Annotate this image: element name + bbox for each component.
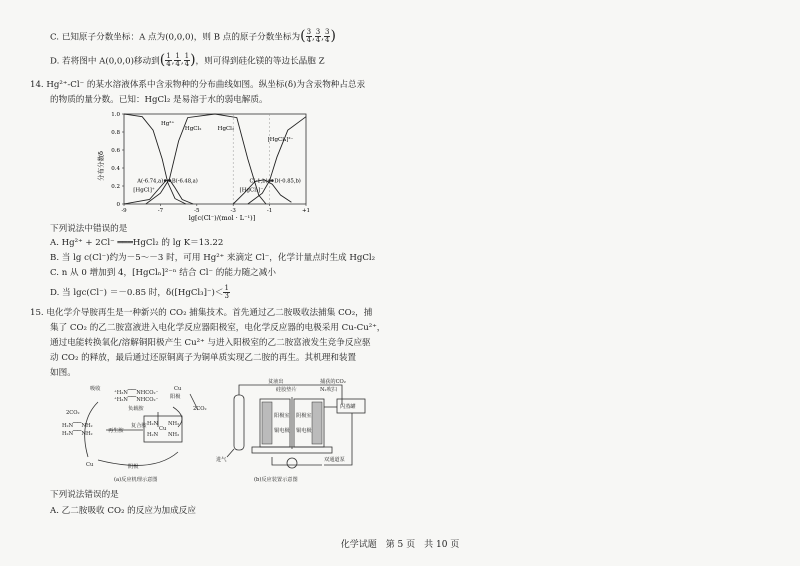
numerator: 1 (166, 52, 171, 61)
cu-electrode-1: 铜电极 (274, 428, 290, 434)
x-tick-label: -7 (157, 208, 164, 214)
q14-option-d (50, 285, 230, 300)
q14-prompt: 下列说法中错误的是 (50, 224, 128, 234)
q14-stem-line2: 的物质的量分数。已知：HgCl₂ 是易溶于水的弱电解质。 (50, 95, 268, 105)
q14-option-a: A. Hg²⁺ + 2Cl⁻ ═══HgCl₂ 的 lg K＝13.22 (50, 238, 224, 248)
x-tick-label: -1 (266, 208, 273, 214)
y-tick-label: 0 (116, 202, 120, 208)
fig-b-caption: (b)反应装置示意图 (254, 477, 298, 483)
x-tick-label: -5 (194, 208, 200, 214)
regen-amine-mol-2: H₂N⁀⁀NH₂ (62, 431, 93, 437)
q13-option-c: C. 已知原子分数坐标：A 点为(0,0,0)，则 B 点的原子分数坐标为( $\frac{3}{4}$ , $\frac{3}{4}$ , $\frac{3}{4}$ ) (50, 28, 336, 45)
q14-option-c: C. n 从 0 增加到 4，[HgClₙ]²⁻ⁿ 结合 Cl⁻ 的能力随之减小 (50, 268, 276, 278)
q15-option-a: A. 乙二胺吸收 CO₂ 的反应为加成反应 (50, 506, 196, 516)
cu-electrode-2: 铜电极 (296, 428, 312, 434)
co2-right: 2CO₂ (193, 406, 207, 412)
q13-option-d: D. 若将图中 A(0,0,0)移动到( $\frac{1}{4}$ , $\frac{1}{4}$ , $\frac{1}{4}$ )，则可得到硅化镁的等边长晶胞 Z (50, 52, 325, 69)
numerator: 1 (184, 52, 190, 61)
curve-label: [HgCl₃]⁻ (239, 187, 264, 194)
x-tick-label: -3 (230, 208, 236, 214)
y-axis-label: 分布分数δ (97, 151, 105, 181)
fraction (165, 53, 171, 68)
data-point (164, 179, 167, 182)
distribution-chart (94, 108, 316, 223)
regen-amine-label: 再生胺 (108, 428, 124, 434)
q14-option-b: B. 当 lg c(Cl⁻)约为－5～－3 时，可用 Hg²⁺ 来滴定 Cl⁻，化学计量点时生成 HgCl₂ (50, 253, 376, 263)
rich-amine-mol-2: ⁺H₃N⁀⁀NHCO₂⁻ (114, 397, 159, 403)
regen-amine-mol-1: H₂N⁀⁀NH₂ (62, 423, 93, 429)
q15-line4: 动 CO₂ 的释放，最后通过还原铜离子为铜单质实现乙二胺的再生。其机理和装置 (50, 353, 357, 363)
denominator: 4 (306, 36, 312, 45)
anode-chamber-label: 阳极室 (274, 413, 290, 419)
x-tick-label: -9 (121, 208, 127, 214)
absorb-label: 吸收 (90, 386, 101, 392)
y-tick-label: 1.0 (111, 112, 120, 118)
denominator: 4 (175, 60, 180, 69)
denominator: 4 (166, 60, 171, 69)
q13-option-d-text-pre: D. 若将图中 A(0,0,0)移动到 (50, 56, 160, 67)
numerator: 1 (175, 52, 180, 61)
cathode-chamber-label: 阴极室 (296, 413, 312, 419)
point-label: D(-0.85,b) (274, 178, 301, 185)
x-tick-label: +1 (301, 208, 311, 214)
flash-tank-label: 闪蒸罐 (340, 404, 356, 410)
complex-amine-label: 复合胺 (131, 423, 147, 429)
numerator: 3 (306, 28, 312, 37)
fig-a-caption: (a)反应机理示意图 (114, 477, 158, 483)
fraction (315, 29, 321, 44)
cu-top: Cu (174, 386, 182, 392)
complex-mol-1: H₂N (147, 421, 159, 427)
complex-mol-4: NH₂ (168, 432, 180, 438)
numerator: 1 (224, 284, 229, 292)
data-point (268, 179, 271, 182)
denominator: 4 (184, 60, 190, 69)
complex-mol-cu: Cu (159, 426, 167, 432)
n2-purge-label: N₂吹扫 (320, 387, 337, 393)
data-point (271, 179, 274, 182)
cu-bottom: Cu (86, 462, 94, 468)
point-label: C(-1,b) (249, 178, 268, 185)
y-tick-label: 0.2 (111, 184, 120, 190)
fraction (174, 53, 180, 68)
data-point (169, 179, 172, 182)
fraction (223, 285, 229, 300)
q15-line1: 15. 电化学介导胺再生是一种新兴的 CO₂ 捕集技术。首先通过乙二胺吸收法捕集 CO₂，捕 (30, 308, 373, 318)
inlet-label: 进气 (216, 457, 227, 463)
q15-line5: 如图。 (50, 368, 76, 378)
q13-option-c-text: C. 已知原子分数坐标：A 点为(0,0,0)，则 B 点的原子分数坐标为 (50, 32, 301, 43)
mechanism-diagram (58, 382, 228, 484)
curve-label: [HgCl]⁺ (133, 187, 155, 194)
y-tick-label: 0.6 (111, 148, 120, 154)
exhaust-label: 贫液出 (268, 379, 284, 385)
denominator: 4 (324, 36, 330, 45)
y-tick-label: 0.4 (111, 166, 120, 172)
point-label: B(-6.48,a) (171, 178, 198, 185)
curve-label: HgCl₂ (184, 126, 202, 133)
page-footer: 化学试题 第 5 页 共 10 页 (340, 540, 460, 550)
q15-line3: 通过电能转换氧化/溶解铜阳极产生 Cu²⁺ 与进入阳极室的乙二胺富液发生竞争反应驱 (50, 338, 371, 348)
complex-mol-2: H₂N (147, 432, 159, 438)
numerator: 3 (324, 28, 330, 37)
q13-option-d-text-post: ，则可得到硅化镁的等边长晶胞 Z (195, 56, 325, 67)
captured-co2-label: 捕获的CO₂ (320, 379, 346, 385)
numerator: 3 (315, 28, 321, 37)
curve-label: Hg²⁺ (160, 120, 175, 127)
gasket-label: 硅胶垫片 (276, 387, 297, 393)
rich-amine-mol-1: ⁺H₃N⁀⁀NHCO₂⁻ (114, 390, 159, 396)
q15-prompt: 下列说法错误的是 (50, 490, 119, 500)
pump-label: 双通道泵 (324, 457, 345, 463)
anode-label-a: 阳极 (170, 394, 181, 400)
curve-label: [HgCl₄]²⁻ (267, 137, 294, 143)
fraction (306, 29, 312, 44)
denominator: 4 (315, 36, 321, 45)
point-label: A(-6.74,a) (137, 178, 164, 185)
cathode-label-a: 阴极 (128, 464, 139, 470)
q15-line2: 集了 CO₂ 的乙二胺富液进入电化学反应器阳极室，电化学反应器的电极采用 Cu-Cu²⁺， (50, 323, 386, 333)
x-axis-label: lg[c(Cl⁻)/(mol · L⁻¹)] (188, 214, 256, 222)
q14-stem-line1: 14. Hg²⁺-Cl⁻ 的某水溶液体系中含汞物种的分布曲线如图。纵坐标(δ)为含汞物种占总汞 (30, 80, 366, 90)
rich-amine-label: 负载胺 (128, 406, 144, 412)
apparatus-diagram (212, 377, 392, 485)
complex-mol-3: NH₂ (168, 421, 180, 427)
curve-label: HgCl₂ (217, 126, 235, 133)
y-tick-label: 0.8 (111, 130, 120, 136)
co2-left: 2CO₂ (66, 410, 80, 416)
denominator: 3 (224, 292, 229, 300)
q14-option-d-text: D. 当 lgc(Cl⁻) ＝－0.85 时，δ([HgCl₃]⁻)＜ (50, 288, 224, 298)
